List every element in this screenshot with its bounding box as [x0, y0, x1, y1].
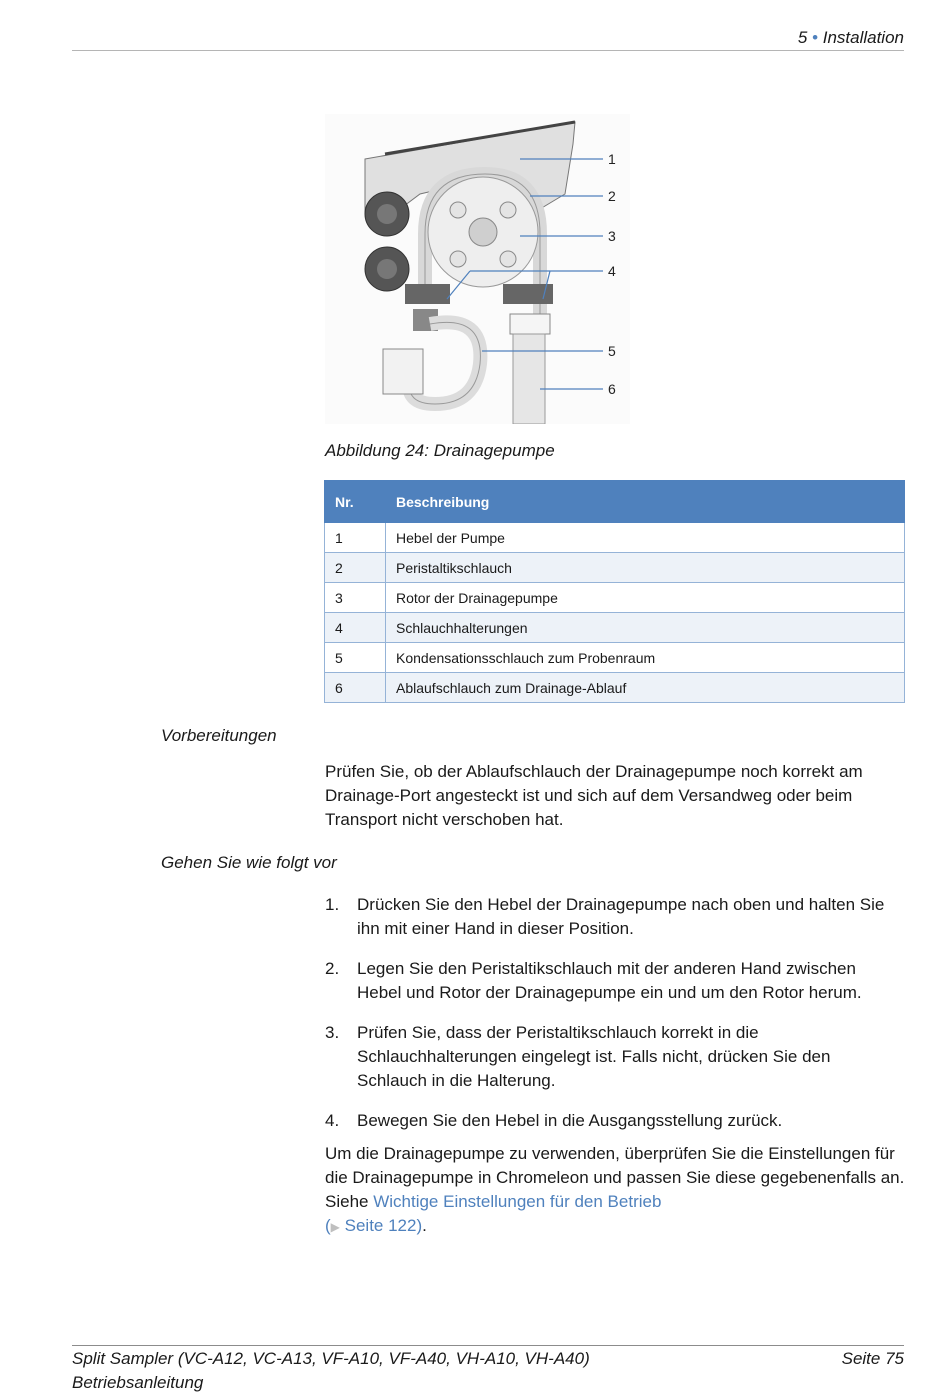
page-footer — [72, 1345, 904, 1392]
table-row — [325, 583, 905, 613]
drainage-pump-figure — [325, 114, 630, 424]
row-description: Schlauchhalterungen — [386, 613, 905, 643]
table-header-row — [325, 481, 905, 523]
page-reference-link[interactable] — [325, 1216, 422, 1235]
row-number: 5 — [325, 643, 386, 673]
callout-2: 2 — [608, 188, 616, 204]
footer-subtitle: Betriebsanleitung — [72, 1373, 204, 1392]
page-header — [72, 26, 904, 51]
callout-5: 5 — [608, 343, 616, 359]
closing-period: . — [422, 1216, 427, 1235]
table-row — [325, 523, 905, 553]
step-text: Prüfen Sie, dass der Peristaltikschlauch korrekt in die Schlauchhalterungen eingelegt ist. Falls nicht, drücken Sie den Schlauch in die Halterung. — [357, 1023, 831, 1090]
figure-caption: Abbildung 24: Drainagepumpe — [325, 441, 555, 460]
settings-link[interactable]: Wichtige Einstellungen für den Betrieb — [373, 1192, 662, 1211]
step-number: 3. — [325, 1023, 340, 1042]
column-header-nr: Nr. — [325, 481, 386, 523]
page-number: Seite 75 — [841, 1349, 904, 1368]
step-item — [325, 1021, 905, 1093]
page-reference: Seite 122) — [339, 1216, 423, 1235]
row-description: Ablaufschlauch zum Drainage-Ablauf — [386, 673, 905, 703]
step-item — [325, 893, 905, 941]
step-item — [325, 957, 905, 1005]
preparations-label: Vorbereitungen — [161, 726, 277, 745]
row-number: 3 — [325, 583, 386, 613]
chapter-number: 5 — [797, 28, 808, 47]
row-description: Rotor der Drainagepumpe — [386, 583, 905, 613]
table-row — [325, 613, 905, 643]
step-item — [325, 1109, 905, 1133]
row-number: 2 — [325, 553, 386, 583]
closing-paragraph — [325, 1142, 905, 1239]
legend-table — [324, 480, 905, 703]
row-number: 1 — [325, 523, 386, 553]
step-text: Legen Sie den Peristaltikschlauch mit der anderen Hand zwischen Hebel und Rotor der Drainagepumpe ein und um den Rotor herum. — [357, 959, 862, 1002]
row-description: Kondensationsschlauch zum Probenraum — [386, 643, 905, 673]
table-row — [325, 673, 905, 703]
chapter-heading — [798, 28, 904, 48]
row-description: Peristaltikschlauch — [386, 553, 905, 583]
procedure-steps — [325, 893, 905, 1149]
table-row — [325, 553, 905, 583]
row-number: 6 — [325, 673, 386, 703]
step-number: 4. — [325, 1111, 340, 1130]
closing-text: Um die Drainagepumpe zu verwenden, überprüfen Sie die Einstellungen für die Drainagepumpe in Chromeleon und passen Sie diese gegebenenfalls an. Siehe — [325, 1144, 905, 1211]
step-text: Drücken Sie den Hebel der Drainagepumpe nach oben und halten Sie ihn mit einer Hand in dieser Position. — [357, 895, 885, 938]
drainage-pump-illustration — [325, 114, 630, 424]
paren-open: ( — [325, 1216, 331, 1235]
footer-document-info — [72, 1347, 590, 1395]
step-number: 2. — [325, 959, 340, 978]
callout-6: 6 — [608, 381, 616, 397]
step-number: 1. — [325, 895, 340, 914]
preparations-text: Prüfen Sie, ob der Ablaufschlauch der Drainagepumpe noch korrekt am Drainage-Port angesteckt ist und sich auf dem Versandweg oder beim Transport nicht verschoben hat. — [325, 762, 863, 829]
callout-1: 1 — [608, 151, 616, 167]
footer-title: Split Sampler (VC-A12, VC-A13, VF-A10, VF-A40, VH-A10, VH-A40) — [72, 1349, 590, 1368]
bullet-separator-icon: • — [812, 28, 818, 47]
column-header-description: Beschreibung — [386, 481, 905, 523]
chapter-title: Installation — [822, 28, 904, 47]
row-number: 4 — [325, 613, 386, 643]
page-arrow-icon: ▶ — [330, 1220, 340, 1234]
table-row — [325, 643, 905, 673]
callout-4: 4 — [608, 263, 616, 279]
row-description: Hebel der Pumpe — [386, 523, 905, 553]
callout-3: 3 — [608, 228, 616, 244]
procedure-label: Gehen Sie wie folgt vor — [161, 853, 337, 872]
step-text: Bewegen Sie den Hebel in die Ausgangsstellung zurück. — [357, 1111, 783, 1130]
